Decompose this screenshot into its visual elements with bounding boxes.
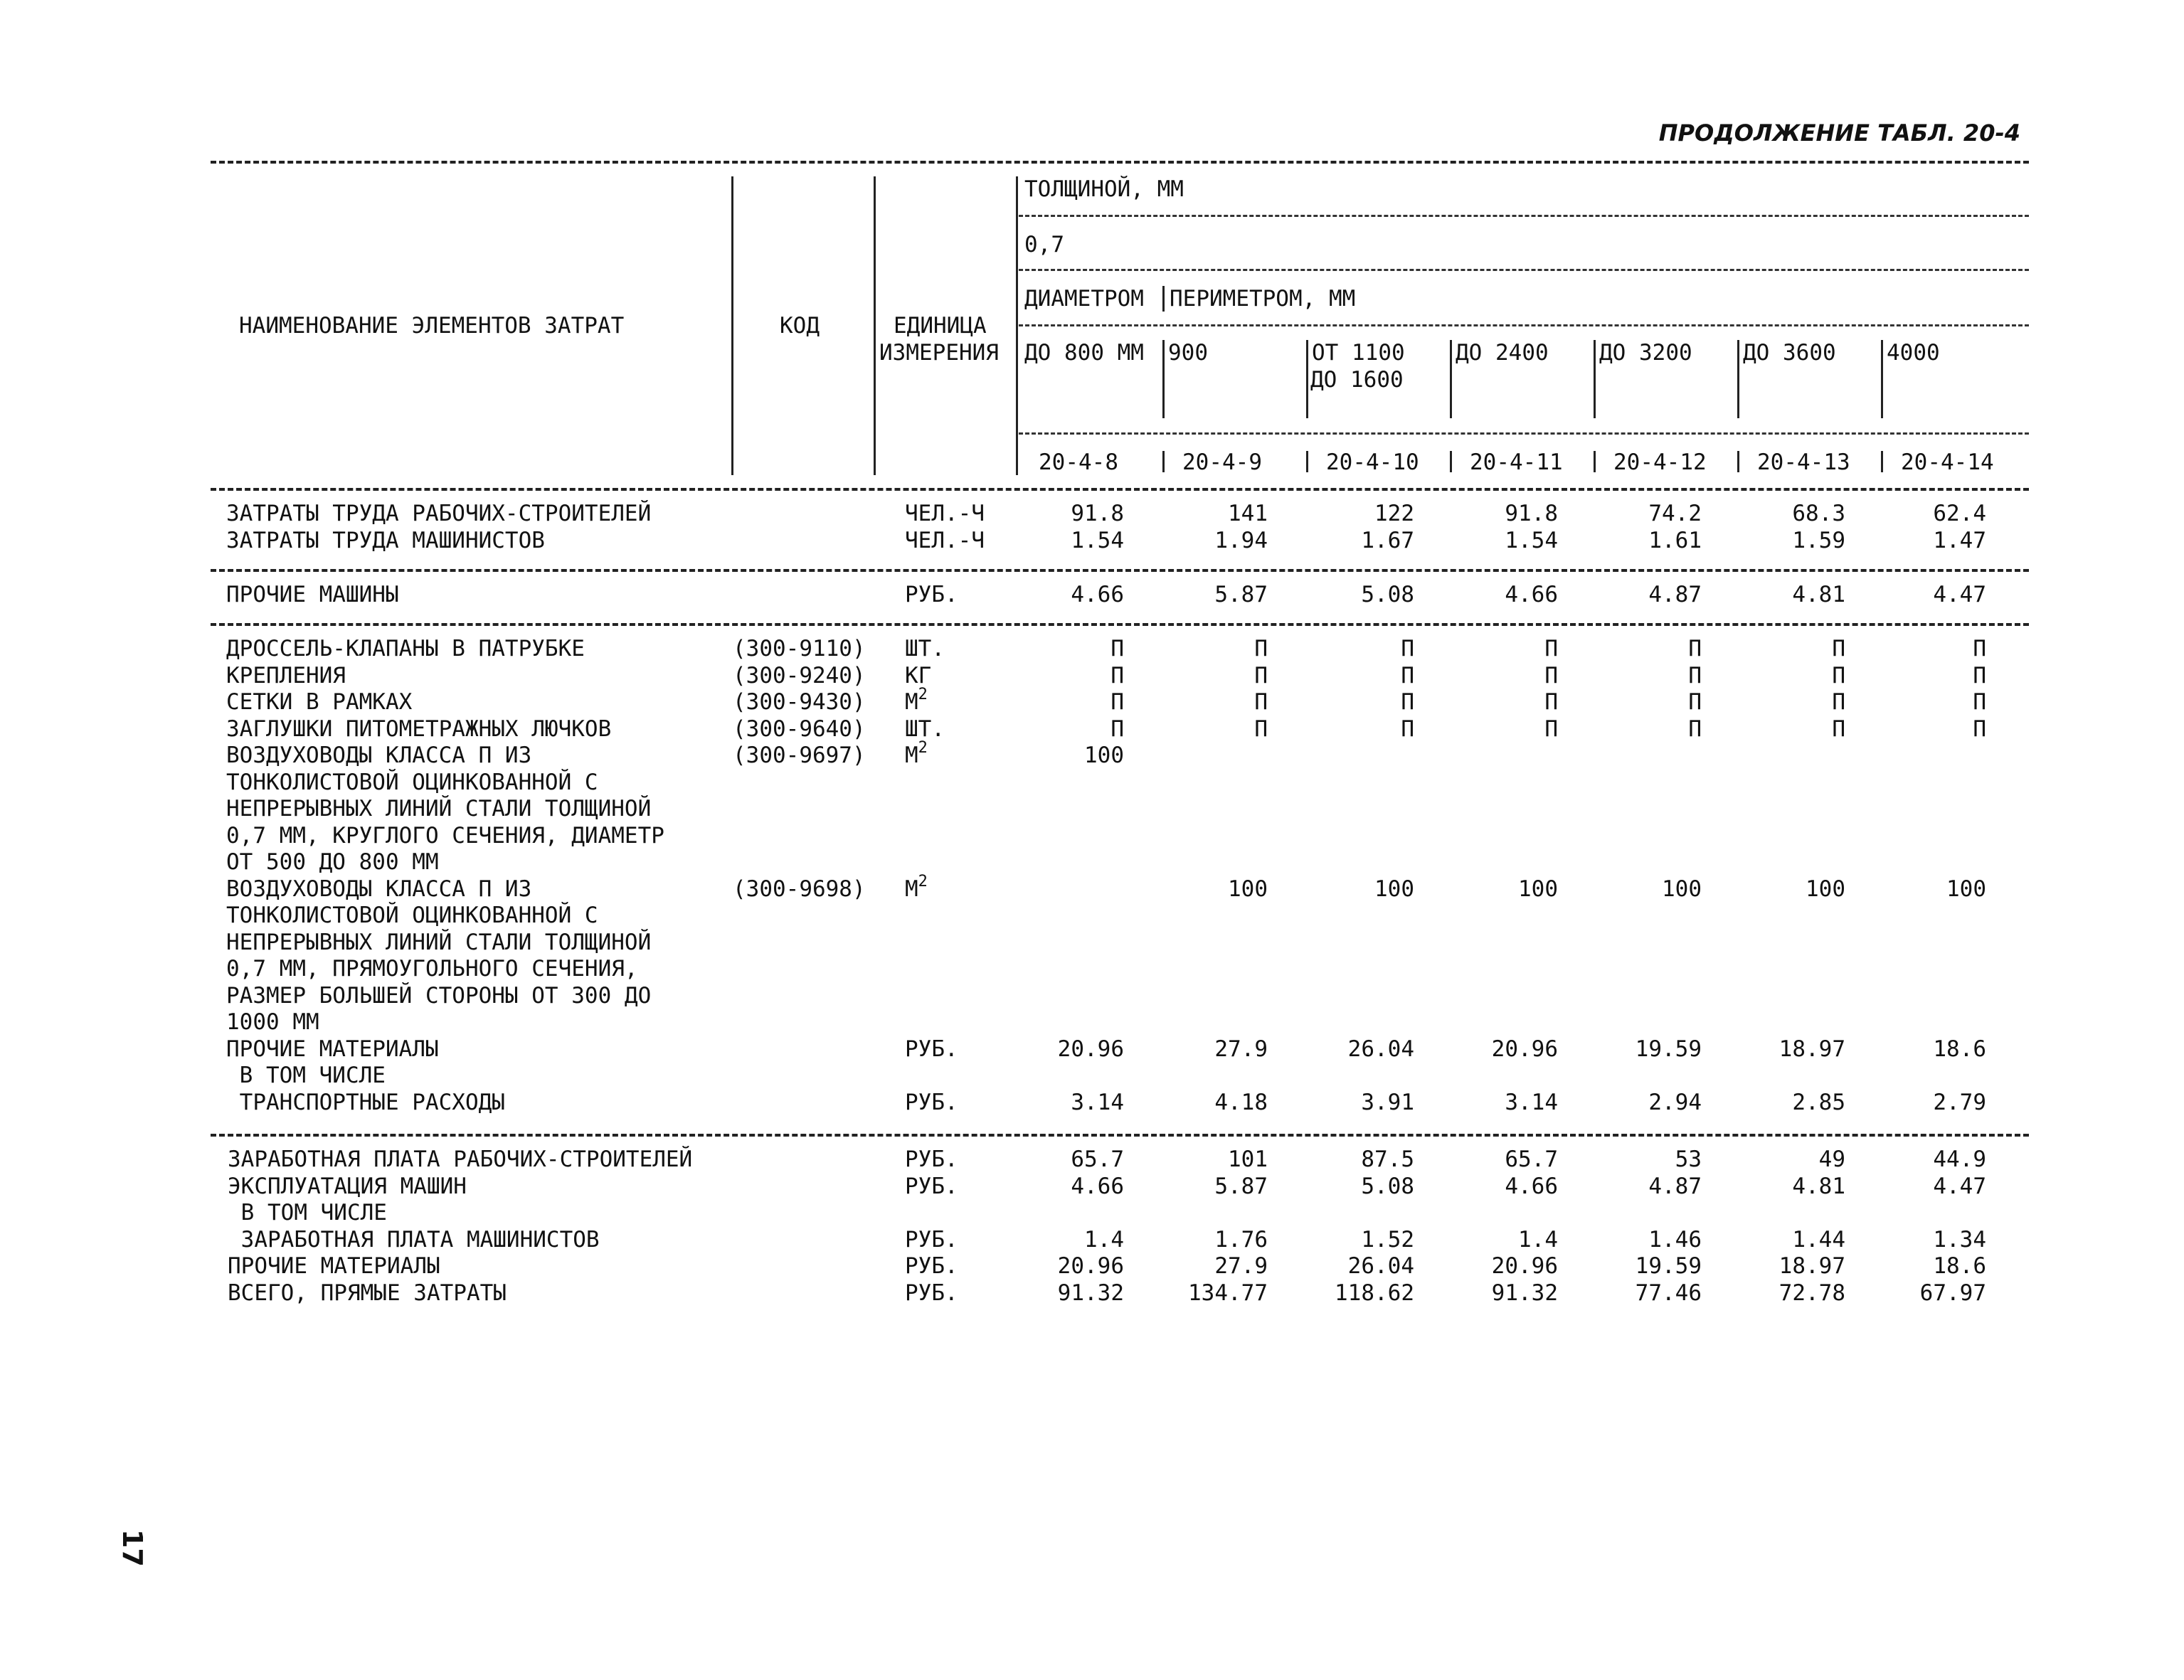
material-row-value-4: 3.14 <box>1505 1089 1558 1115</box>
header-divider <box>874 176 876 475</box>
material-row-name: ВОЗДУХОВОДЫ КЛАССА П ИЗ <box>226 876 532 902</box>
code-divider <box>1450 451 1452 472</box>
material-row-unit: $М^2$ <box>905 686 928 715</box>
material-row-value-1: П <box>1110 662 1124 689</box>
header-divider <box>1016 176 1018 475</box>
machine-row-value-3: 5.08 <box>1361 582 1414 607</box>
total-row-value-5: 53 <box>1675 1147 1702 1172</box>
machine-row-name: ПРОЧИЕ МАШИНЫ <box>226 582 399 607</box>
material-row-value-3: П <box>1401 689 1414 715</box>
material-row-value-3: 3.91 <box>1361 1089 1414 1115</box>
norm-code-1: 20-4-8 <box>1039 450 1118 475</box>
material-row-value-7: П <box>1973 636 1986 661</box>
material-row-unit: $М^2$ <box>905 872 928 902</box>
labor-row-value-7: 62.4 <box>1933 501 1986 526</box>
labor-row-value-1: 91.8 <box>1071 501 1124 526</box>
total-row-unit: РУБ. <box>905 1173 958 1199</box>
machine-row-value-5: 4.87 <box>1648 582 1702 607</box>
material-row-name: ТОНКОЛИСТОВОЙ ОЦИНКОВАННОЙ С <box>226 903 598 928</box>
size-divider <box>1450 340 1452 418</box>
material-row-value-7: П <box>1973 716 1986 742</box>
total-row-value-3: 26.04 <box>1347 1253 1414 1279</box>
material-row-value-2: П <box>1254 689 1268 715</box>
size-divider <box>1306 340 1308 418</box>
unit-superscript: 2 <box>918 739 928 757</box>
total-row-value-4: 65.7 <box>1505 1147 1558 1172</box>
norm-code-7: 20-4-14 <box>1901 450 1994 475</box>
total-row-name: ВСЕГО, ПРЯМЫЕ ЗАТРАТЫ <box>228 1280 507 1306</box>
section-rule <box>211 623 2029 626</box>
material-row-value-3: П <box>1401 636 1414 661</box>
material-row-unit: ШТ. <box>905 716 945 742</box>
material-row-name: ОТ 500 ДО 800 ММ <box>226 849 439 875</box>
size-header-1: ДО 800 ММ <box>1024 340 1144 366</box>
total-row-name: ЗАРАБОТНАЯ ПЛАТА РАБОЧИХ-СТРОИТЕЛЕЙ <box>228 1147 693 1172</box>
total-row-value-2: 134.77 <box>1188 1280 1268 1306</box>
perimeter-header: ПЕРИМЕТРОМ, ММ <box>1170 286 1356 312</box>
material-row-code: (300-9640) <box>733 716 866 742</box>
material-row-value-6: 18.97 <box>1779 1036 1845 1062</box>
material-row-name: 0,7 ММ, ПРЯМОУГОЛЬНОГО СЕЧЕНИЯ, <box>226 956 638 982</box>
norm-code-5: 20-4-12 <box>1613 450 1707 475</box>
material-row-unit: $М^2$ <box>905 739 928 768</box>
total-row-value-1: 65.7 <box>1071 1147 1124 1172</box>
total-row-value-7: 4.47 <box>1933 1173 1986 1199</box>
top-rule <box>211 161 2029 164</box>
total-row-value-6: 72.78 <box>1779 1280 1845 1306</box>
total-row-unit: РУБ. <box>905 1280 958 1306</box>
labor-row-value-2: 1.94 <box>1214 527 1268 553</box>
material-row-value-2: П <box>1254 662 1268 689</box>
total-row-name: ЭКСПЛУАТАЦИЯ МАШИН <box>228 1173 467 1199</box>
material-row-value-7: 2.79 <box>1933 1089 1986 1115</box>
material-row-value-4: 100 <box>1518 876 1558 902</box>
material-row-name: КРЕПЛЕНИЯ <box>226 662 346 689</box>
material-row-value-4: П <box>1544 636 1558 661</box>
code-divider <box>1881 451 1883 472</box>
total-row-name: ПРОЧИЕ МАТЕРИАЛЫ <box>228 1253 440 1279</box>
material-row-value-1: 100 <box>1084 743 1124 768</box>
total-row-unit: РУБ. <box>905 1226 958 1253</box>
total-row-value-7: 44.9 <box>1933 1147 1986 1172</box>
material-row-name: НЕПРЕРЫВНЫХ ЛИНИЙ СТАЛИ ТОЛЩИНОЙ <box>226 929 652 955</box>
material-row-value-6: П <box>1832 689 1845 715</box>
machine-row-value-1: 4.66 <box>1071 582 1124 607</box>
material-row-value-5: 2.94 <box>1648 1089 1702 1115</box>
labor-row-value-6: 68.3 <box>1792 501 1845 526</box>
size-header-4: ДО 2400 <box>1456 340 1549 366</box>
unit-superscript: 2 <box>918 872 928 890</box>
machine-row-unit: РУБ. <box>905 582 958 607</box>
unit-superscript: 2 <box>918 686 928 703</box>
code-divider <box>1737 451 1739 472</box>
thickness-header: ТОЛЩИНОЙ, ММ <box>1024 176 1184 202</box>
total-row-value-5: 4.87 <box>1648 1173 1702 1199</box>
material-row-value-7: 18.6 <box>1933 1036 1986 1062</box>
section-rule <box>211 1134 2029 1137</box>
material-row-value-6: П <box>1832 716 1845 742</box>
total-row-name: В ТОМ ЧИСЛЕ <box>228 1200 387 1226</box>
norm-code-4: 20-4-11 <box>1470 450 1563 475</box>
total-row-unit: РУБ. <box>905 1147 958 1172</box>
material-row-value-5: 19.59 <box>1635 1036 1702 1062</box>
page-number: 17 <box>117 1529 148 1567</box>
material-row-code: (300-9698) <box>733 876 866 902</box>
total-row-value-3: 1.52 <box>1361 1226 1414 1253</box>
material-row-name: В ТОМ ЧИСЛЕ <box>226 1063 386 1088</box>
material-row-value-3: П <box>1401 662 1414 689</box>
header-rule <box>1019 324 2029 326</box>
labor-row-value-5: 74.2 <box>1648 501 1702 526</box>
total-row-value-2: 5.87 <box>1214 1173 1268 1199</box>
col-code-header: КОД <box>780 313 820 339</box>
material-row-name: ПРОЧИЕ МАТЕРИАЛЫ <box>226 1036 439 1062</box>
material-row-code: (300-9110) <box>733 636 866 661</box>
material-row-value-2: 100 <box>1228 876 1268 902</box>
total-row-value-3: 5.08 <box>1361 1173 1414 1199</box>
material-row-name: 0,7 ММ, КРУГЛОГО СЕЧЕНИЯ, ДИАМЕТР <box>226 822 664 849</box>
material-row-unit: ШТ. <box>905 636 945 661</box>
material-row-unit: РУБ. <box>905 1036 958 1062</box>
diameter-header: ДИАМЕТРОМ <box>1024 286 1144 312</box>
labor-row-name: ЗАТРАТЫ ТРУДА МАШИНИСТОВ <box>226 527 545 553</box>
material-row-value-5: П <box>1688 662 1702 689</box>
labor-row-value-4: 1.54 <box>1505 527 1558 553</box>
material-row-value-2: 27.9 <box>1214 1036 1268 1062</box>
material-row-value-7: П <box>1973 662 1986 689</box>
col-name-header: НАИМЕНОВАНИЕ ЭЛЕМЕНТОВ ЗАТРАТ <box>239 313 625 339</box>
material-row-value-3: П <box>1401 716 1414 742</box>
material-row-value-5: П <box>1688 716 1702 742</box>
material-row-unit: КГ <box>905 662 932 689</box>
header-rule <box>1019 269 2029 271</box>
material-row-value-5: П <box>1688 689 1702 715</box>
material-row-unit: РУБ. <box>905 1089 958 1115</box>
total-row-value-5: 19.59 <box>1635 1253 1702 1279</box>
total-row-value-4: 4.66 <box>1505 1173 1558 1199</box>
total-row-value-4: 20.96 <box>1491 1253 1558 1279</box>
total-row-value-2: 27.9 <box>1214 1253 1268 1279</box>
material-row-value-1: П <box>1110 716 1124 742</box>
material-row-code: (300-9240) <box>733 662 866 689</box>
norm-code-6: 20-4-13 <box>1757 450 1850 475</box>
size-header-7: 4000 <box>1887 340 1940 366</box>
header-divider <box>1162 286 1165 312</box>
material-row-value-5: 100 <box>1662 876 1702 902</box>
size-header-3: ОТ 1100 <box>1312 340 1405 366</box>
size-header-6: ДО 3600 <box>1743 340 1836 366</box>
material-row-value-1: 20.96 <box>1057 1036 1124 1062</box>
material-row-code: (300-9697) <box>733 743 866 768</box>
machine-row-value-6: 4.81 <box>1792 582 1845 607</box>
material-row-value-3: 26.04 <box>1347 1036 1414 1062</box>
table-title: ПРОДОЛЖЕНИЕ ТАБЛ. 20-4 <box>1658 119 2020 147</box>
size-divider <box>1594 340 1596 418</box>
header-divider <box>731 176 733 475</box>
material-row-value-4: 20.96 <box>1491 1036 1558 1062</box>
material-row-value-4: П <box>1544 716 1558 742</box>
machine-row-value-2: 5.87 <box>1214 582 1268 607</box>
total-row-value-2: 1.76 <box>1214 1226 1268 1253</box>
material-row-value-6: 100 <box>1806 876 1845 902</box>
material-row-value-3: 100 <box>1374 876 1414 902</box>
material-row-name: СЕТКИ В РАМКАХ <box>226 689 413 715</box>
labor-row-value-2: 141 <box>1228 501 1268 526</box>
material-row-value-1: П <box>1110 636 1124 661</box>
size-divider <box>1162 340 1165 418</box>
material-row-name: 1000 ММ <box>226 1009 319 1035</box>
labor-row-name: ЗАТРАТЫ ТРУДА РАБОЧИХ-СТРОИТЕЛЕЙ <box>226 501 652 526</box>
labor-row-value-5: 1.61 <box>1648 527 1702 553</box>
material-row-value-7: П <box>1973 689 1986 715</box>
material-row-value-6: П <box>1832 662 1845 689</box>
material-row-name: ДРОССЕЛЬ-КЛАПАНЫ В ПАТРУБКЕ <box>226 636 585 661</box>
code-divider <box>1162 451 1165 472</box>
labor-row-value-7: 1.47 <box>1933 527 1986 553</box>
material-row-value-4: П <box>1544 662 1558 689</box>
material-row-name: ТОНКОЛИСТОВОЙ ОЦИНКОВАННОЙ С <box>226 769 598 795</box>
machine-row-value-4: 4.66 <box>1505 582 1558 607</box>
total-row-name: ЗАРАБОТНАЯ ПЛАТА МАШИНИСТОВ <box>228 1226 600 1253</box>
labor-row-unit: ЧЕЛ.-Ч <box>905 527 985 553</box>
size-header-5: ДО 3200 <box>1599 340 1692 366</box>
material-row-value-1: 3.14 <box>1071 1089 1124 1115</box>
total-row-value-5: 1.46 <box>1648 1226 1702 1253</box>
material-row-value-6: 2.85 <box>1792 1089 1845 1115</box>
size-header-2: 900 <box>1168 340 1208 366</box>
material-row-value-2: 4.18 <box>1214 1089 1268 1115</box>
labor-row-unit: ЧЕЛ.-Ч <box>905 501 985 526</box>
norm-code-3: 20-4-10 <box>1326 450 1419 475</box>
material-row-name: РАЗМЕР БОЛЬШЕЙ СТОРОНЫ ОТ 300 ДО <box>226 982 652 1009</box>
total-row-value-4: 91.32 <box>1491 1280 1558 1306</box>
total-row-unit: РУБ. <box>905 1253 958 1279</box>
material-row-value-2: П <box>1254 636 1268 661</box>
col-unit-header-1: ЕДИНИЦА <box>894 313 987 339</box>
total-row-value-1: 4.66 <box>1071 1173 1124 1199</box>
material-row-code: (300-9430) <box>733 689 866 715</box>
norm-code-2: 20-4-9 <box>1182 450 1262 475</box>
material-row-name: ЗАГЛУШКИ ПИТОМЕТРАЖНЫХ ЛЮЧКОВ <box>226 716 612 742</box>
machine-row-value-7: 4.47 <box>1933 582 1986 607</box>
header-rule <box>1019 432 2029 435</box>
code-divider <box>1306 451 1308 472</box>
total-row-value-2: 101 <box>1228 1147 1268 1172</box>
labor-row-value-1: 1.54 <box>1071 527 1124 553</box>
section-rule <box>211 569 2029 572</box>
total-row-value-1: 20.96 <box>1057 1253 1124 1279</box>
total-row-value-1: 1.4 <box>1084 1226 1124 1253</box>
total-row-value-6: 4.81 <box>1792 1173 1845 1199</box>
total-row-value-3: 87.5 <box>1361 1147 1414 1172</box>
labor-row-value-3: 122 <box>1374 501 1414 526</box>
total-row-value-7: 1.34 <box>1933 1226 1986 1253</box>
total-row-value-7: 18.6 <box>1933 1253 1986 1279</box>
thickness-value: 0,7 <box>1024 232 1064 257</box>
labor-row-value-4: 91.8 <box>1505 501 1558 526</box>
material-row-value-7: 100 <box>1946 876 1986 902</box>
size-divider <box>1737 340 1739 418</box>
labor-row-value-3: 1.67 <box>1361 527 1414 553</box>
total-row-value-3: 118.62 <box>1335 1280 1414 1306</box>
material-row-name: ТРАНСПОРТНЫЕ РАСХОДЫ <box>226 1089 505 1115</box>
material-row-value-4: П <box>1544 689 1558 715</box>
material-row-value-1: П <box>1110 689 1124 715</box>
total-row-value-6: 1.44 <box>1792 1226 1845 1253</box>
code-divider <box>1594 451 1596 472</box>
col-unit-header-2: ИЗМЕРЕНИЯ <box>879 340 999 366</box>
total-row-value-7: 67.97 <box>1919 1280 1986 1306</box>
size-divider <box>1881 340 1883 418</box>
total-row-value-6: 49 <box>1818 1147 1845 1172</box>
material-row-name: НЕПРЕРЫВНЫХ ЛИНИЙ СТАЛИ ТОЛЩИНОЙ <box>226 796 652 822</box>
total-row-value-4: 1.4 <box>1518 1226 1558 1253</box>
labor-row-value-6: 1.59 <box>1792 527 1845 553</box>
total-row-value-5: 77.46 <box>1635 1280 1702 1306</box>
material-row-value-5: П <box>1688 636 1702 661</box>
total-row-value-6: 18.97 <box>1779 1253 1845 1279</box>
material-row-value-6: П <box>1832 636 1845 661</box>
material-row-name: ВОЗДУХОВОДЫ КЛАССА П ИЗ <box>226 743 532 768</box>
size-header-line2: ДО 1600 <box>1310 367 1404 393</box>
header-bottom-rule <box>211 488 2029 491</box>
header-rule <box>1019 215 2029 217</box>
total-row-value-1: 91.32 <box>1057 1280 1124 1306</box>
material-row-value-2: П <box>1254 716 1268 742</box>
